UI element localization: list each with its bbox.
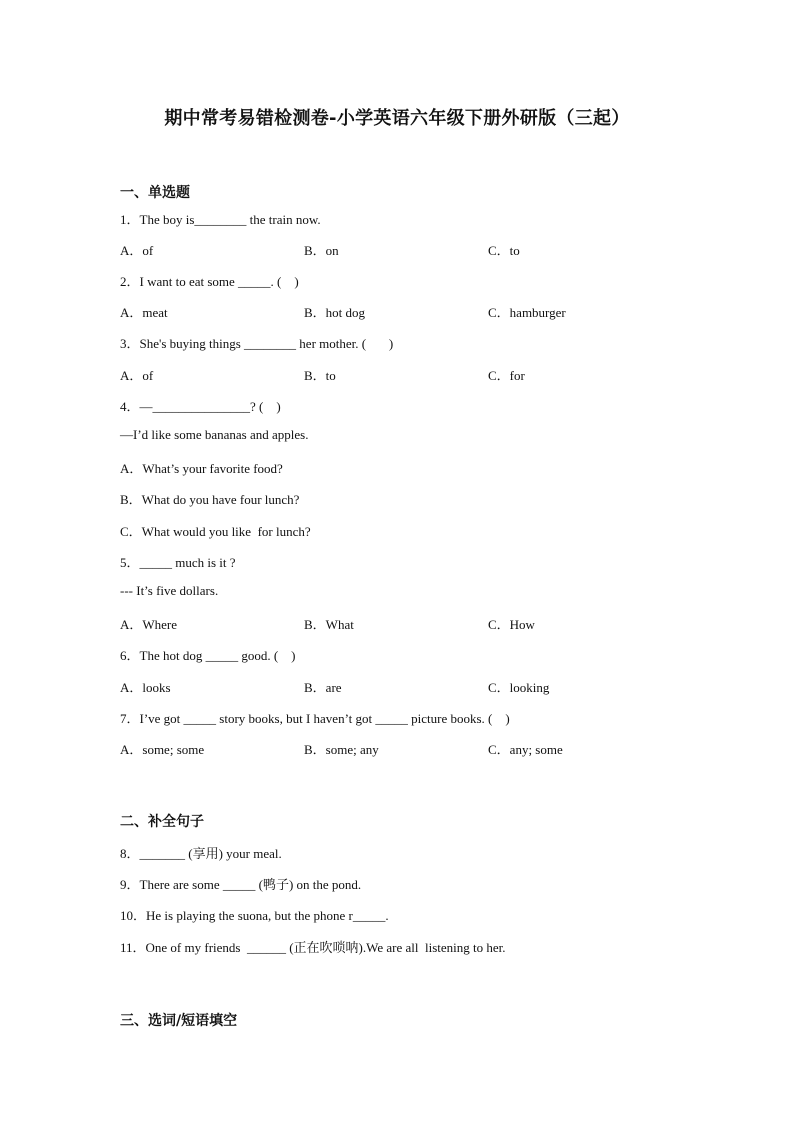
question-4-dialog: —I’d like some bananas and apples.	[120, 427, 309, 442]
section-heading-word-fill: 三、选词/短语填空	[120, 1013, 238, 1029]
question-2-option-b: B．hot dog	[304, 305, 366, 320]
question-6-option-a: A．looks	[120, 680, 171, 695]
question-11: 11．One of my friends ______ (正在吹唢呐).We are all listening to her.	[120, 940, 506, 955]
question-6-option-c: C．looking	[488, 680, 550, 695]
question-5-option-b: B．What	[304, 617, 354, 632]
question-10: 10．He is playing the suona, but the phone r_____.	[120, 908, 389, 923]
question-5-option-a: A．Where	[120, 617, 178, 632]
question-2-option-c: C．hamburger	[488, 305, 566, 320]
question-7-option-b: B．some; any	[304, 742, 379, 757]
question-2-stem: 2．I want to eat some _____. ( )	[120, 274, 299, 289]
page-title: 期中常考易错检测卷-小学英语六年级下册外研版（三起）	[164, 108, 630, 129]
question-3-option-a: A．of	[120, 368, 154, 383]
question-4-option-c: C．What would you like for lunch?	[120, 524, 311, 539]
question-5-dialog: --- It’s five dollars.	[120, 583, 219, 598]
question-7-stem: 7．I’ve got _____ story books, but I haven’t got _____ picture books. ( )	[120, 711, 510, 726]
question-8: 8．_______ (享用) your meal.	[120, 846, 282, 861]
question-5-stem: 5．_____ much is it ?	[120, 555, 236, 570]
question-7-option-c: C．any; some	[488, 742, 563, 757]
question-3-option-b: B．to	[304, 368, 336, 383]
question-6-option-b: B．are	[304, 680, 342, 695]
question-3-option-c: C．for	[488, 368, 525, 383]
question-4-stem: 4．—_______________? ( )	[120, 399, 281, 414]
question-6-stem: 6．The hot dog _____ good. ( )	[120, 648, 296, 663]
question-1-option-c: C．to	[488, 243, 520, 258]
question-7-option-a: A．some; some	[120, 742, 205, 757]
question-4-option-a: A．What’s your favorite food?	[120, 461, 283, 476]
question-4-option-b: B．What do you have four lunch?	[120, 492, 300, 507]
question-2-option-a: A．meat	[120, 305, 168, 320]
question-1-option-b: B．on	[304, 243, 339, 258]
question-1-option-a: A．of	[120, 243, 154, 258]
question-9: 9．There are some _____ (鸭子) on the pond.	[120, 877, 362, 892]
section-heading-complete-sentences: 二、补全句子	[120, 814, 204, 830]
section-heading-single-choice: 一、单选题	[120, 185, 190, 201]
question-3-stem: 3．She's buying things ________ her mother. ( )	[120, 336, 394, 351]
question-1-stem: 1．The boy is________ the train now.	[120, 212, 321, 227]
question-5-option-c: C．How	[488, 617, 535, 632]
